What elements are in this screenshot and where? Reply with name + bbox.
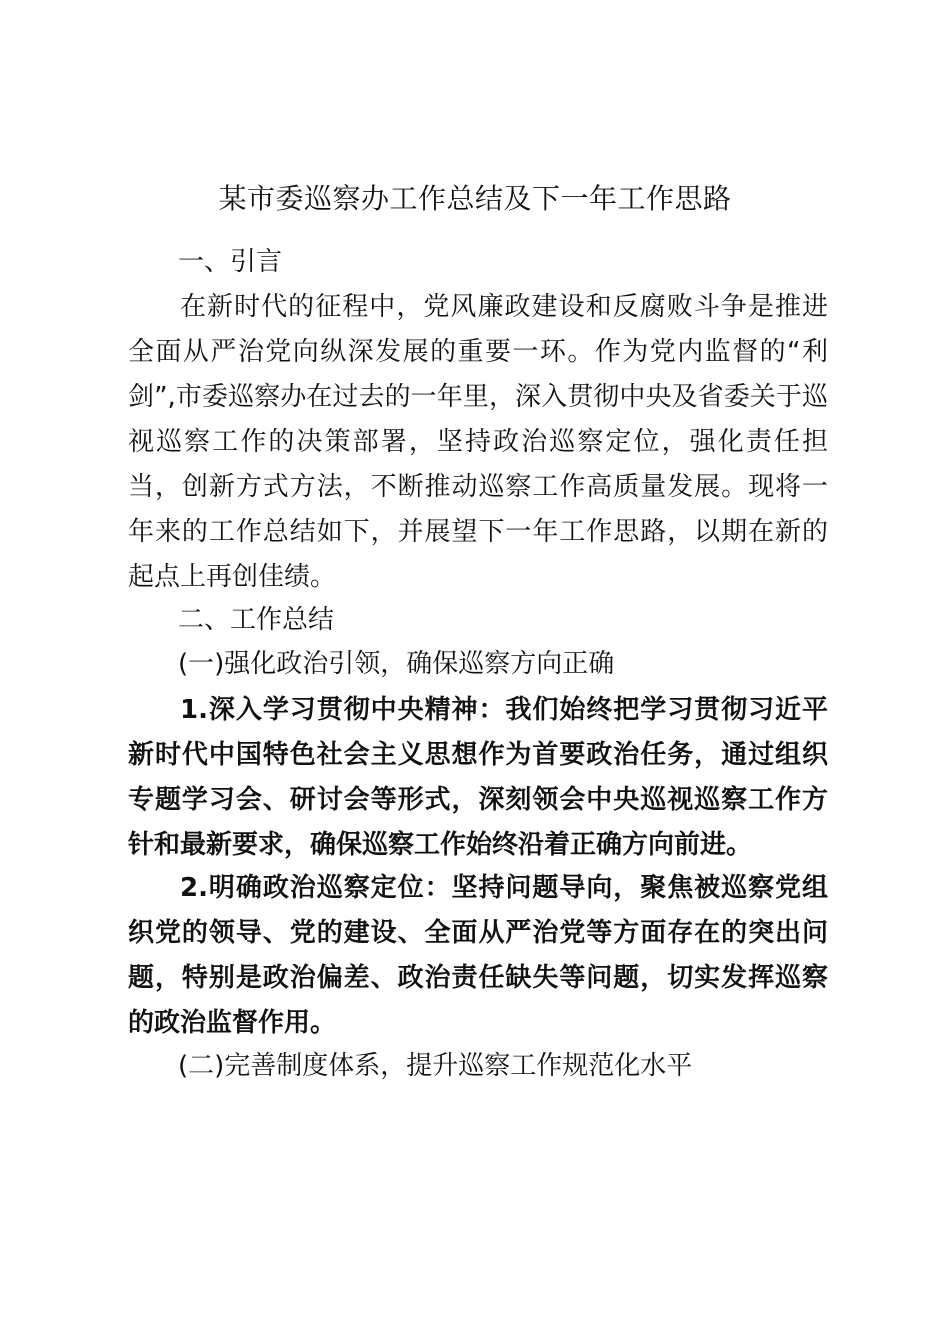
item-paragraph-political-inspection: 2.明确政治巡察定位：坚持问题导向，聚焦被巡察党组织党的领导、党的建设、全面从严治党等方面存在的突出问题，特别是政治偏差、政治责任缺失等问题，切实发挥巡察的政治监督作用。 [128, 873, 828, 1038]
intro-paragraph: 在新时代的征程中，党风廉政建设和反腐败斗争是推进全面从严治党向纵深发展的重要一环。作为党内监督的“利剑”,市委巡察办在过去的一年里，深入贯彻中央及省委关于巡视巡察工作的决策部署，坚持政治巡察定位，强化责任担当，创新方式方法，不断推动巡察工作高质量发展。现将一年来的工作总结如下，并展望下一年工作思路，以期在新的起点上再创佳绩。 [128, 292, 828, 592]
item-paragraph-central-spirit: 1.深入学习贯彻中央精神：我们始终把学习贯彻习近平新时代中国特色社会主义思想作为首要政治任务，通过组织专题学习会、研讨会等形式，深刻领会中央巡视巡察工作方针和最新要求，确保巡察工作始终沿着正确方向前进。 [128, 695, 828, 860]
subsection-heading-system-improvement: (二)完善制度体系，提升巡察工作规范化水平 [178, 1051, 693, 1081]
subsection-heading-political-guidance: (一)强化政治引领，确保巡察方向正确 [178, 649, 615, 679]
document-title: 某市委巡察办工作总结及下一年工作思路 [218, 182, 732, 215]
section-heading-introduction: 一、引言 [178, 247, 283, 277]
section-heading-work-summary: 二、工作总结 [178, 605, 335, 635]
